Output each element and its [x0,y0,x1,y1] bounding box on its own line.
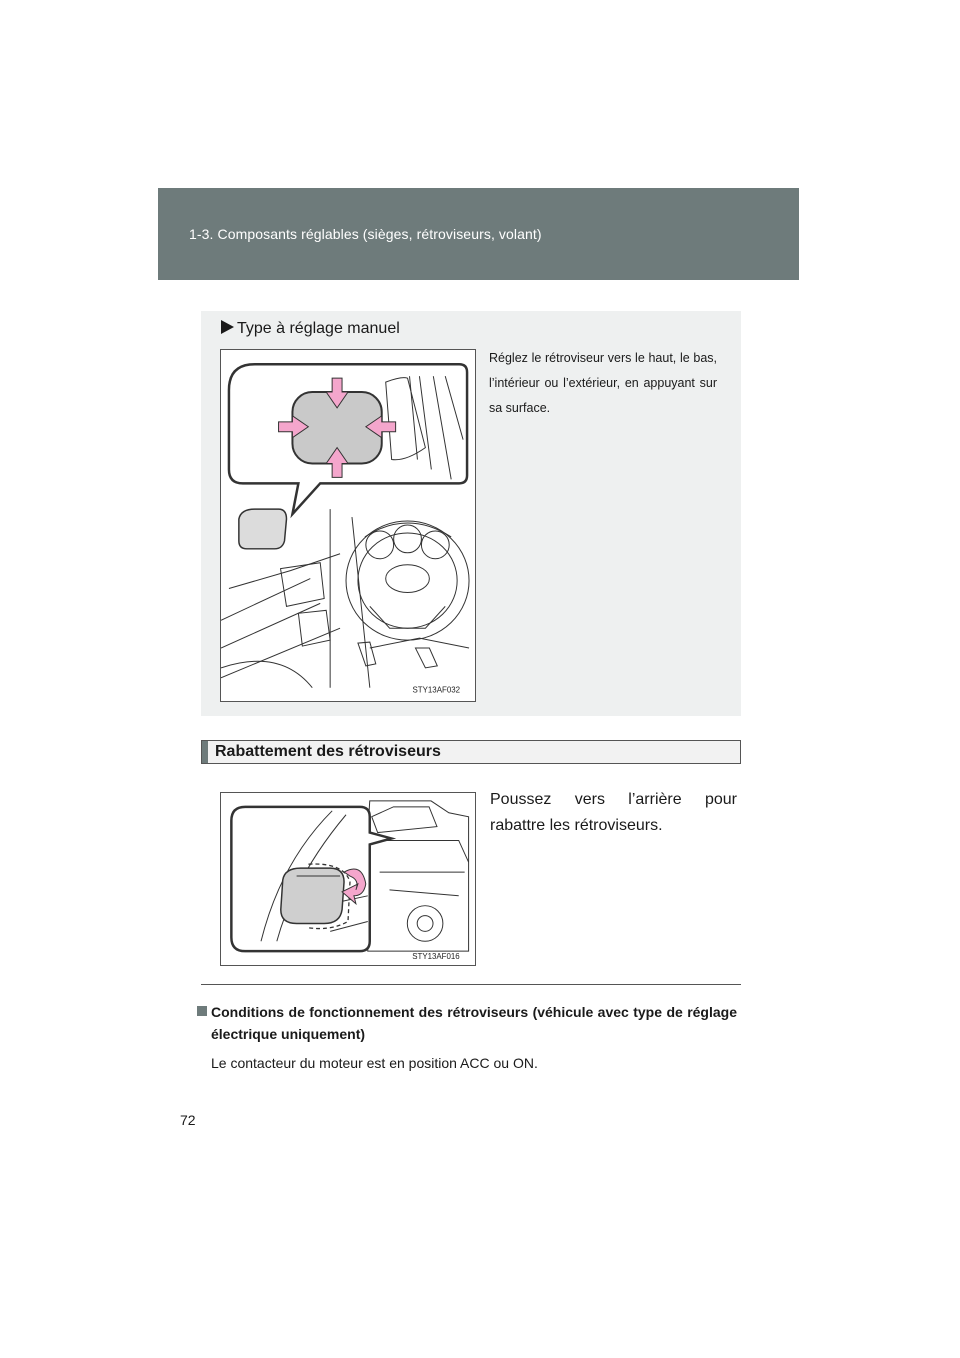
square-bullet-icon [197,1006,207,1016]
divider-line [201,984,741,985]
note-body: Le contacteur du moteur est en position ACC ou ON. [211,1055,538,1071]
note-title-text: Conditions de fonctionnement des rétroviseurs (véhicule avec type de réglage électrique uniquement) [211,1004,737,1042]
mirror-fold-drawing [221,793,475,965]
folding-section-header [201,740,741,764]
folding-section-title: Rabattement des rétroviseurs [215,743,441,760]
mirror-adjust-illustration [220,349,476,702]
page-number: 72 [180,1112,196,1128]
mirror-fold-illustration [220,792,476,966]
section-header-title: 1-3. Composants réglables (sièges, rétroviseurs, volant) [189,226,542,242]
panel-heading [221,320,400,338]
note-title [197,1001,737,1045]
folding-instructions: Poussez vers l’arrière pour rabattre les rétroviseurs. [490,791,737,834]
pointer-triangle-icon [221,320,234,334]
mirror-adjust-drawing [221,350,475,701]
section-marker [202,741,208,763]
manual-adjust-instructions: Réglez le rétroviseur vers le haut, le bas, l’intérieur ou l’extérieur, en appuyant sur sa surface. [489,351,717,415]
operating-conditions-note [197,1001,737,1074]
panel-heading-label: Type à réglage manuel [237,320,400,337]
figure-code-2: STY13AF016 [412,952,460,962]
figure-code-1: STY13AF032 [412,685,461,695]
